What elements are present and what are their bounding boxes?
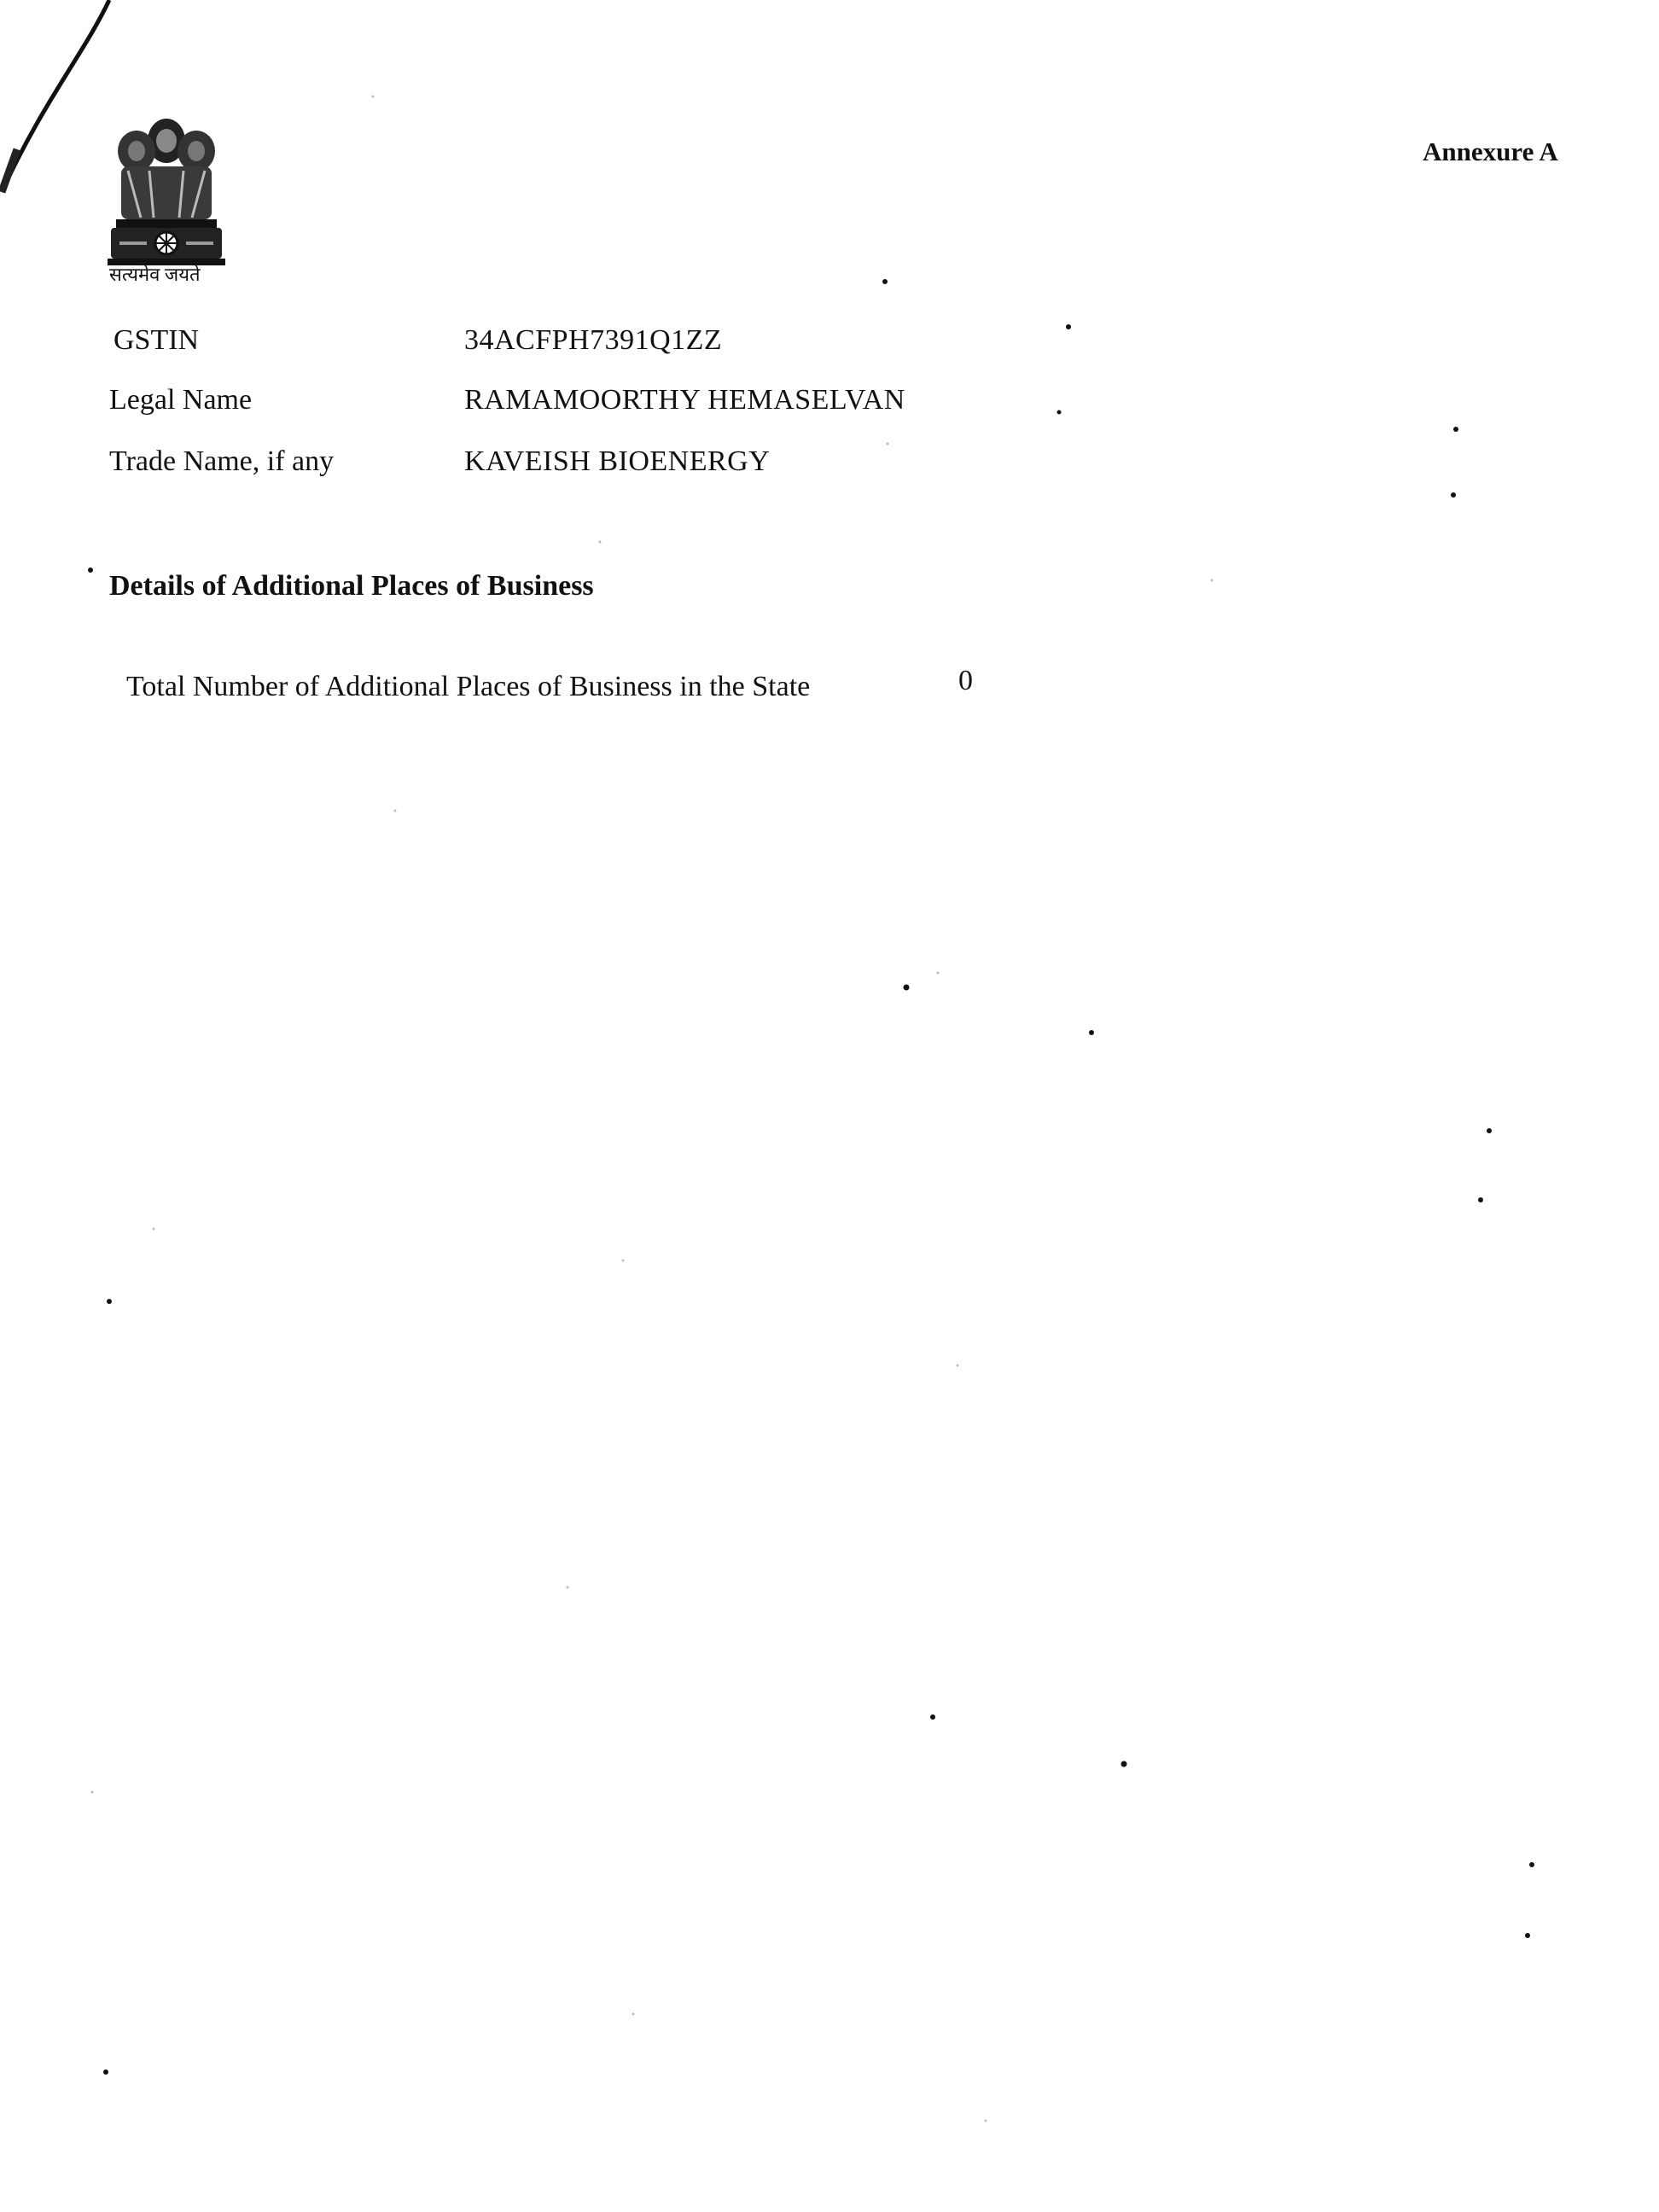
section-title: Details of Additional Places of Business	[109, 570, 594, 602]
total-places-value: 0	[958, 665, 973, 696]
legal-name-label: Legal Name	[109, 384, 253, 416]
trade-name-value: KAVEISH BIOENERGY	[464, 445, 771, 477]
legal-name-value: RAMAMOORTHY HEMASELVAN	[464, 384, 905, 416]
gstin-label: GSTIN	[114, 324, 200, 356]
scan-edge-mark	[0, 0, 119, 213]
total-places-label: Total Number of Additional Places of Business in the State	[126, 671, 811, 702]
annexure-label: Annexure A	[1423, 137, 1558, 166]
emblem-motto: सत्यमेव जयते	[109, 264, 201, 285]
trade-name-label: Trade Name, if any	[109, 445, 335, 477]
gstin-value: 34ACFPH7391Q1ZZ	[464, 324, 723, 356]
